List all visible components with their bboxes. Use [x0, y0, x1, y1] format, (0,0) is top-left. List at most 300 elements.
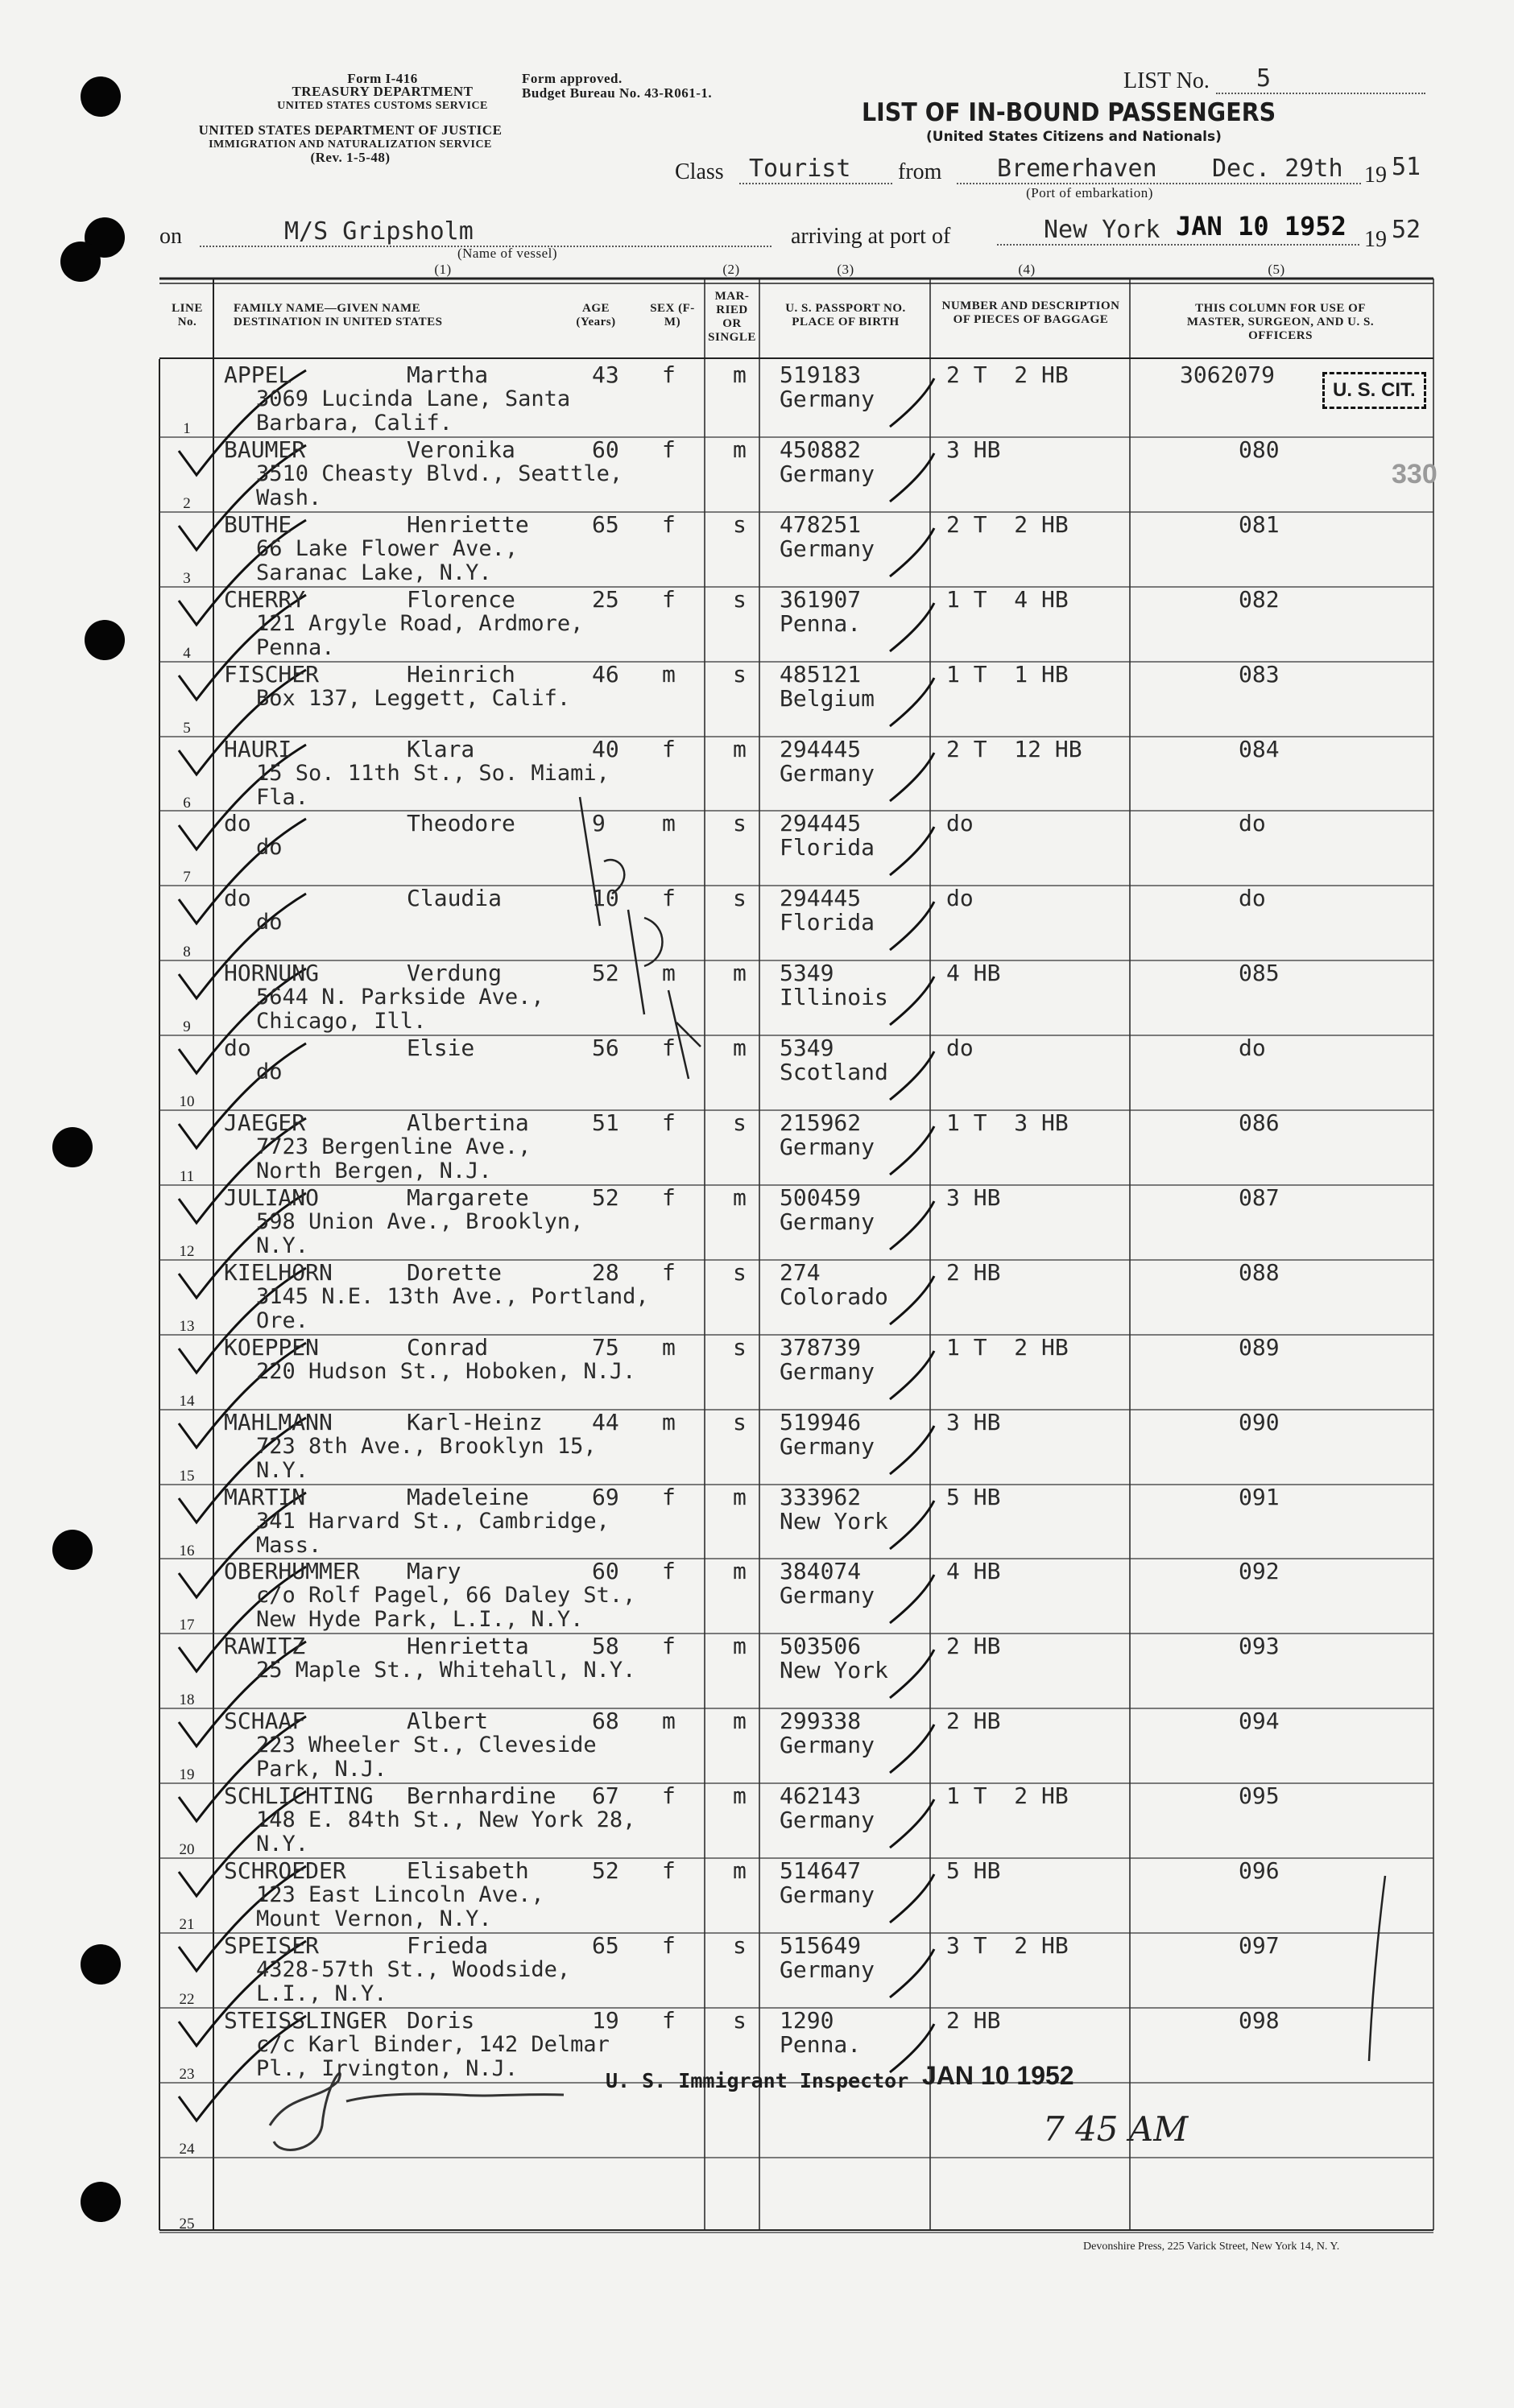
treasury-dept: TREASURY DEPARTMENT [292, 84, 474, 99]
line-number: 3 [183, 570, 191, 587]
address-line-1: 66 Lake Flower Ave., [256, 536, 519, 561]
given-name: Frieda [407, 1932, 489, 1959]
sex: f [662, 1633, 676, 1659]
marital-status: s [733, 511, 747, 538]
place-of-birth: Belgium [780, 685, 875, 712]
family-name: BAUMER [224, 436, 306, 463]
family-name: KIELHORN [224, 1259, 333, 1286]
revision: (Rev. 1-5-48) [310, 150, 391, 165]
officer-note: 081 [1239, 511, 1280, 538]
line-number: 1 [183, 420, 191, 437]
baggage: do [946, 1035, 974, 1061]
class-label: Class [675, 159, 724, 184]
place-of-birth: Germany [780, 1433, 875, 1460]
officer-note: 086 [1239, 1109, 1280, 1136]
baggage: 2 T 2 HB [946, 361, 1069, 388]
family-name: SCHAAF [224, 1708, 306, 1734]
list-no-value: 5 [1216, 64, 1425, 94]
line-number: 21 [179, 1916, 195, 1933]
age: 25 [592, 586, 619, 613]
age: 56 [592, 1035, 619, 1061]
baggage: 3 HB [946, 436, 1001, 463]
marital-status: s [733, 1334, 747, 1361]
given-name: Albert [407, 1708, 489, 1734]
arrival-port: New York [997, 216, 1359, 246]
check-mark-icon [890, 1276, 934, 1324]
baggage: 3 HB [946, 1184, 1001, 1211]
given-name: Veronika [407, 436, 515, 463]
officer-note: 090 [1239, 1409, 1280, 1435]
line-number: 13 [179, 1318, 195, 1335]
sex: m [662, 1409, 676, 1435]
baggage: 1 T 4 HB [946, 586, 1069, 613]
age: 60 [592, 436, 619, 463]
year-prefix-1: 19 [1364, 163, 1387, 188]
given-name: Florence [407, 586, 515, 613]
family-name: do [224, 885, 251, 911]
baggage: 4 HB [946, 960, 1001, 986]
line-number: 7 [183, 869, 191, 886]
marital-status: m [733, 1633, 747, 1659]
line-number: 14 [179, 1393, 195, 1410]
check-mark-icon [890, 1949, 934, 1997]
marital-status: m [733, 436, 747, 463]
sex: f [662, 436, 676, 463]
family-name: SCHROEDER [224, 1857, 346, 1884]
from-label: from [898, 159, 942, 184]
officer-note: 096 [1239, 1857, 1280, 1884]
arrival-date-stamp: JAN 10 1952 [1176, 211, 1346, 242]
check-mark-icon [890, 1426, 934, 1474]
sex: m [662, 1708, 676, 1734]
officer-note: 085 [1239, 960, 1280, 986]
place-of-birth: Colorado [780, 1283, 888, 1310]
passport-number: 333962 [780, 1484, 862, 1510]
age: 40 [592, 736, 619, 762]
line-number: 6 [183, 795, 191, 812]
given-name: Margarete [407, 1184, 529, 1211]
passport-number: 485121 [780, 661, 862, 688]
col-num-3: (3) [837, 262, 854, 277]
check-mark-icon [890, 1501, 934, 1549]
place-of-birth: Germany [780, 535, 875, 562]
baggage: 2 T 2 HB [946, 511, 1069, 538]
officer-note: 092 [1239, 1558, 1280, 1584]
marital-status: s [733, 586, 747, 613]
header-age: AGE (Years) [576, 302, 616, 328]
address-line-1: do [256, 910, 283, 935]
family-name: do [224, 1035, 251, 1061]
sex: f [662, 586, 676, 613]
age: 43 [592, 361, 619, 388]
sex: m [662, 1334, 676, 1361]
passport-number: 378739 [780, 1334, 862, 1361]
officer-note: 088 [1239, 1259, 1280, 1286]
baggage: 2 HB [946, 1708, 1001, 1734]
baggage: 5 HB [946, 1857, 1001, 1884]
family-name: CHERRY [224, 586, 306, 613]
given-name: Elisabeth [407, 1857, 529, 1884]
marital-status: s [733, 1932, 747, 1959]
marital-status: s [733, 1409, 747, 1435]
inspector-date-stamp: JAN 10 1952 [922, 2061, 1074, 2090]
col-num-5: (5) [1268, 262, 1285, 277]
baggage: 2 HB [946, 1259, 1001, 1286]
address-line-1: 3069 Lucinda Lane, Santa [256, 386, 571, 411]
family-name: JULIANO [224, 1184, 320, 1211]
officer-note: do [1239, 885, 1266, 911]
marital-status: m [733, 1484, 747, 1510]
age: 44 [592, 1409, 619, 1435]
family-name: HORNUNG [224, 960, 320, 986]
col-num-4: (4) [1018, 262, 1036, 277]
place-of-birth: Germany [780, 386, 875, 412]
given-name: Klara [407, 736, 475, 762]
address-line-1: 223 Wheeler St., Cleveside [256, 1733, 597, 1757]
given-name: Elsie [407, 1035, 475, 1061]
marital-status: m [733, 960, 747, 986]
officer-note: 3062079 [1180, 361, 1276, 388]
age: 51 [592, 1109, 619, 1136]
address-line-1: c/c Karl Binder, 142 Delmar [256, 2032, 610, 2057]
baggage: 1 T 2 HB [946, 1334, 1069, 1361]
officer-note: 082 [1239, 586, 1280, 613]
baggage: 2 HB [946, 2007, 1001, 2034]
check-mark-icon [890, 827, 934, 875]
check-mark-icon [890, 1650, 934, 1698]
address-line-1: 121 Argyle Road, Ardmore, [256, 611, 584, 636]
family-name: MARTIN [224, 1484, 306, 1510]
baggage: 1 T 3 HB [946, 1109, 1069, 1136]
check-mark-icon [890, 678, 934, 726]
sex: f [662, 885, 676, 911]
address-line-1: do [256, 835, 283, 860]
check-mark-icon [890, 902, 934, 950]
year-1: 51 [1392, 153, 1421, 181]
sex: f [662, 2007, 676, 2034]
sex: m [662, 810, 676, 836]
baggage: 2 T 12 HB [946, 736, 1082, 762]
family-name: do [224, 810, 251, 836]
page-subtitle: (United States Citizens and Nationals) [926, 129, 1222, 145]
marital-status: m [733, 1558, 747, 1584]
age: 65 [592, 511, 619, 538]
given-name: Theodore [407, 810, 515, 836]
age: 69 [592, 1484, 619, 1510]
address-line-2: Fla. [256, 785, 309, 810]
age: 67 [592, 1782, 619, 1809]
family-name: HAURI [224, 736, 292, 762]
marital-status: m [733, 1184, 747, 1211]
time-note: 7 45 AM [1043, 2109, 1189, 2149]
address-line-1: 15 So. 11th St., So. Miami, [256, 761, 610, 786]
officer-note: 083 [1239, 661, 1280, 688]
address-line-2: North Bergen, N.J. [256, 1159, 492, 1183]
passport-number: 462143 [780, 1782, 862, 1809]
given-name: Heinrich [407, 661, 515, 688]
passport-number: 384074 [780, 1558, 862, 1584]
address-line-1: 3510 Cheasty Blvd., Seattle, [256, 461, 623, 486]
embark-caption: (Port of embarkation) [1026, 185, 1153, 200]
baggage: 3 T 2 HB [946, 1932, 1069, 1959]
baggage: do [946, 810, 974, 836]
line-number: 22 [179, 1991, 195, 2008]
baggage: 5 HB [946, 1484, 1001, 1510]
sex: f [662, 1558, 676, 1584]
header-passport: U. S. PASSPORT NO. PLACE OF BIRTH [785, 302, 906, 328]
check-mark-icon [890, 603, 934, 651]
family-name: OBERHUMMER [224, 1558, 360, 1584]
marital-status: m [733, 361, 747, 388]
check-mark-icon [890, 528, 934, 576]
family-name: BUTHE [224, 511, 292, 538]
place-of-birth: Florida [780, 834, 875, 861]
on-label: on [159, 224, 182, 249]
check-mark-icon [890, 977, 934, 1025]
address-line-1: 341 Harvard St., Cambridge, [256, 1509, 610, 1534]
given-name: Bernhardine [407, 1782, 556, 1809]
age: 60 [592, 1558, 619, 1584]
given-name: Henriette [407, 511, 529, 538]
given-name: Verdung [407, 960, 503, 986]
given-name: Mary [407, 1558, 461, 1584]
address-line-1: 123 East Lincoln Ave., [256, 1882, 544, 1907]
sex: f [662, 1932, 676, 1959]
address-line-1: 5644 N. Parkside Ave., [256, 985, 544, 1010]
family-name: MAHLMANN [224, 1409, 333, 1435]
line-number: 17 [179, 1617, 195, 1634]
header-baggage: NUMBER AND DESCRIPTION OF PIECES OF BAGGAGE [941, 299, 1120, 326]
address-line-2: Chicago, Ill. [256, 1009, 427, 1034]
address-line-2: N.Y. [256, 1458, 309, 1483]
header-name: FAMILY NAME—GIVEN NAME DESTINATION IN UNITED STATES [234, 302, 443, 328]
place-of-birth: Penna. [780, 2031, 862, 2058]
family-name: RAWITZ [224, 1633, 306, 1659]
check-mark-icon [890, 1351, 934, 1399]
check-mark-icon [890, 1126, 934, 1175]
officer-note: 094 [1239, 1708, 1280, 1734]
address-line-1: 25 Maple St., Whitehall, N.Y. [256, 1658, 636, 1683]
passport-number: 503506 [780, 1633, 862, 1659]
sex: f [662, 511, 676, 538]
officer-note: 098 [1239, 2007, 1280, 2034]
officer-note: 093 [1239, 1633, 1280, 1659]
place-of-birth: Germany [780, 1807, 875, 1833]
address-line-1: 148 E. 84th St., New York 28, [256, 1807, 636, 1832]
officer-note: 089 [1239, 1334, 1280, 1361]
age: 65 [592, 1932, 619, 1959]
budget-bureau: Budget Bureau No. 43-R061-1. [522, 85, 713, 101]
passport-number: 274 [780, 1259, 821, 1286]
marital-status: s [733, 2007, 747, 2034]
baggage: 4 HB [946, 1558, 1001, 1584]
family-name: SCHLICHTING [224, 1782, 374, 1809]
marital-status: s [733, 1109, 747, 1136]
sex: m [662, 661, 676, 688]
check-mark-icon [890, 1575, 934, 1623]
check-mark-icon [890, 1724, 934, 1773]
embark-port: Bremerhaven [957, 155, 1174, 184]
age: 58 [592, 1633, 619, 1659]
marital-status: s [733, 810, 747, 836]
address-line-2: Mount Vernon, N.Y. [256, 1906, 492, 1931]
place-of-birth: Germany [780, 461, 875, 487]
place-of-birth: Penna. [780, 610, 862, 637]
passport-number: 450882 [780, 436, 862, 463]
check-mark-icon [890, 1874, 934, 1923]
baggage: 1 T 1 HB [946, 661, 1069, 688]
given-name: Martha [407, 361, 489, 388]
age: 46 [592, 661, 619, 688]
passport-number: 294445 [780, 736, 862, 762]
given-name: Albertina [407, 1109, 529, 1136]
address-line-1: 598 Union Ave., Brooklyn, [256, 1209, 584, 1234]
address-line-1: 3145 N.E. 13th Ave., Portland, [256, 1284, 649, 1309]
justice-dept: UNITED STATES DEPARTMENT OF JUSTICE [198, 122, 503, 138]
address-line-2: Pl., Irvington, N.J. [256, 2056, 519, 2081]
address-line-2: N.Y. [256, 1233, 309, 1258]
passport-number: 5349 [780, 960, 834, 986]
inspector-label: U. S. Immigrant Inspector [606, 2069, 909, 2092]
address-line-1: 7723 Bergenline Ave., [256, 1134, 532, 1159]
officer-note: do [1239, 810, 1266, 836]
line-number: 8 [183, 944, 191, 960]
family-name: SPEISER [224, 1932, 320, 1959]
vessel-caption: (Name of vessel) [457, 246, 558, 261]
line-number: 10 [179, 1093, 195, 1110]
marital-status: m [733, 1857, 747, 1884]
address-line-2: Barbara, Calif. [256, 411, 453, 436]
address-line-1: c/o Rolf Pagel, 66 Daley St., [256, 1583, 636, 1608]
header-sex: SEX (F-M) [650, 302, 695, 328]
form-number: Form I-416 [347, 71, 418, 86]
header-officers: THIS COLUMN FOR USE OF MASTER, SURGEON, AND U. S. OFFICERS [1186, 302, 1375, 342]
marital-status: s [733, 885, 747, 911]
place-of-birth: Germany [780, 1956, 875, 1983]
address-line-2: N.Y. [256, 1832, 309, 1857]
place-of-birth: Germany [780, 760, 875, 787]
baggage: 2 HB [946, 1633, 1001, 1659]
date-value: Dec. 29th [1176, 155, 1361, 184]
check-mark-icon [890, 453, 934, 502]
officer-note: 095 [1239, 1782, 1280, 1809]
address-line-2: New Hyde Park, L.I., N.Y. [256, 1607, 584, 1632]
year-2: 52 [1392, 216, 1421, 244]
year-prefix-2: 19 [1364, 227, 1387, 252]
passport-number: 478251 [780, 511, 862, 538]
sex: f [662, 361, 676, 388]
given-name: Dorette [407, 1259, 503, 1286]
marital-status: m [733, 1708, 747, 1734]
address-line-1: do [256, 1059, 283, 1084]
line-number: 23 [179, 2066, 195, 2083]
age: 68 [592, 1708, 619, 1734]
sex: f [662, 1184, 676, 1211]
age: 19 [592, 2007, 619, 2034]
address-line-2: Penna. [256, 635, 335, 660]
age: 52 [592, 1184, 619, 1211]
family-name: FISCHER [224, 661, 320, 688]
header-married: MAR- RIED OR SINGLE [708, 290, 756, 344]
given-name: Karl-Heinz [407, 1409, 543, 1435]
place-of-birth: Germany [780, 1208, 875, 1235]
address-line-2: Wash. [256, 485, 322, 510]
place-of-birth: Florida [780, 909, 875, 936]
class-value: Tourist [739, 155, 892, 184]
officer-note: do [1239, 1035, 1266, 1061]
sex: f [662, 1484, 676, 1510]
family-name: JAEGER [224, 1109, 306, 1136]
passport-number: 361907 [780, 586, 862, 613]
place-of-birth: Germany [780, 1582, 875, 1609]
col-num-2: (2) [722, 262, 740, 277]
given-name: Doris [407, 2007, 475, 2034]
passport-number: 294445 [780, 885, 862, 911]
place-of-birth: New York [780, 1508, 888, 1534]
address-line-1: 723 8th Ave., Brooklyn 15, [256, 1434, 597, 1459]
arriving-label: arriving at port of [791, 224, 951, 249]
family-name: KOEPPEN [224, 1334, 320, 1361]
address-line-2: Mass. [256, 1533, 322, 1558]
sex: f [662, 1259, 676, 1286]
passport-number: 294445 [780, 810, 862, 836]
officer-note: 084 [1239, 736, 1280, 762]
officer-note: 091 [1239, 1484, 1280, 1510]
sex: f [662, 1857, 676, 1884]
line-number: 5 [183, 720, 191, 737]
place-of-birth: Germany [780, 1134, 875, 1160]
vessel-name: M/S Gripsholm [200, 217, 771, 247]
place-of-birth: New York [780, 1657, 888, 1683]
line-number: 25 [179, 2216, 195, 2232]
address-line-2: Park, N.J. [256, 1757, 387, 1782]
passport-number: 5349 [780, 1035, 834, 1061]
sex: f [662, 1035, 676, 1061]
age: 75 [592, 1334, 619, 1361]
family-name: STEISSLINGER [224, 2007, 387, 2034]
line-number: 15 [179, 1468, 195, 1485]
age: 9 [592, 810, 606, 836]
address-line-2: Ore. [256, 1308, 309, 1333]
address-line-1: Box 137, Leggett, Calif. [256, 686, 571, 711]
passport-number: 500459 [780, 1184, 862, 1211]
marital-status: m [733, 1782, 747, 1809]
sex: f [662, 736, 676, 762]
given-name: Claudia [407, 885, 503, 911]
age: 28 [592, 1259, 619, 1286]
family-name: APPEL [224, 361, 292, 388]
baggage: 1 T 2 HB [946, 1782, 1069, 1809]
marital-status: s [733, 661, 747, 688]
check-mark-icon [890, 1201, 934, 1249]
given-name: Madeleine [407, 1484, 529, 1510]
check-mark-icon [890, 1051, 934, 1100]
officer-note: 087 [1239, 1184, 1280, 1211]
place-of-birth: Germany [780, 1358, 875, 1385]
passport-number: 1290 [780, 2007, 834, 2034]
baggage: do [946, 885, 974, 911]
officer-note: 080 [1239, 436, 1280, 463]
header-line-no: LINE No. [172, 302, 203, 328]
check-mark-icon [890, 1799, 934, 1848]
address-line-1: 4328-57th St., Woodside, [256, 1957, 571, 1982]
address-line-1: 220 Hudson St., Hoboken, N.J. [256, 1359, 636, 1384]
col-num-1: (1) [434, 262, 452, 277]
given-name: Henrietta [407, 1633, 529, 1659]
place-of-birth: Germany [780, 1732, 875, 1758]
ins-service: IMMIGRATION AND NATURALIZATION SERVICE [209, 138, 492, 151]
sex: f [662, 1109, 676, 1136]
